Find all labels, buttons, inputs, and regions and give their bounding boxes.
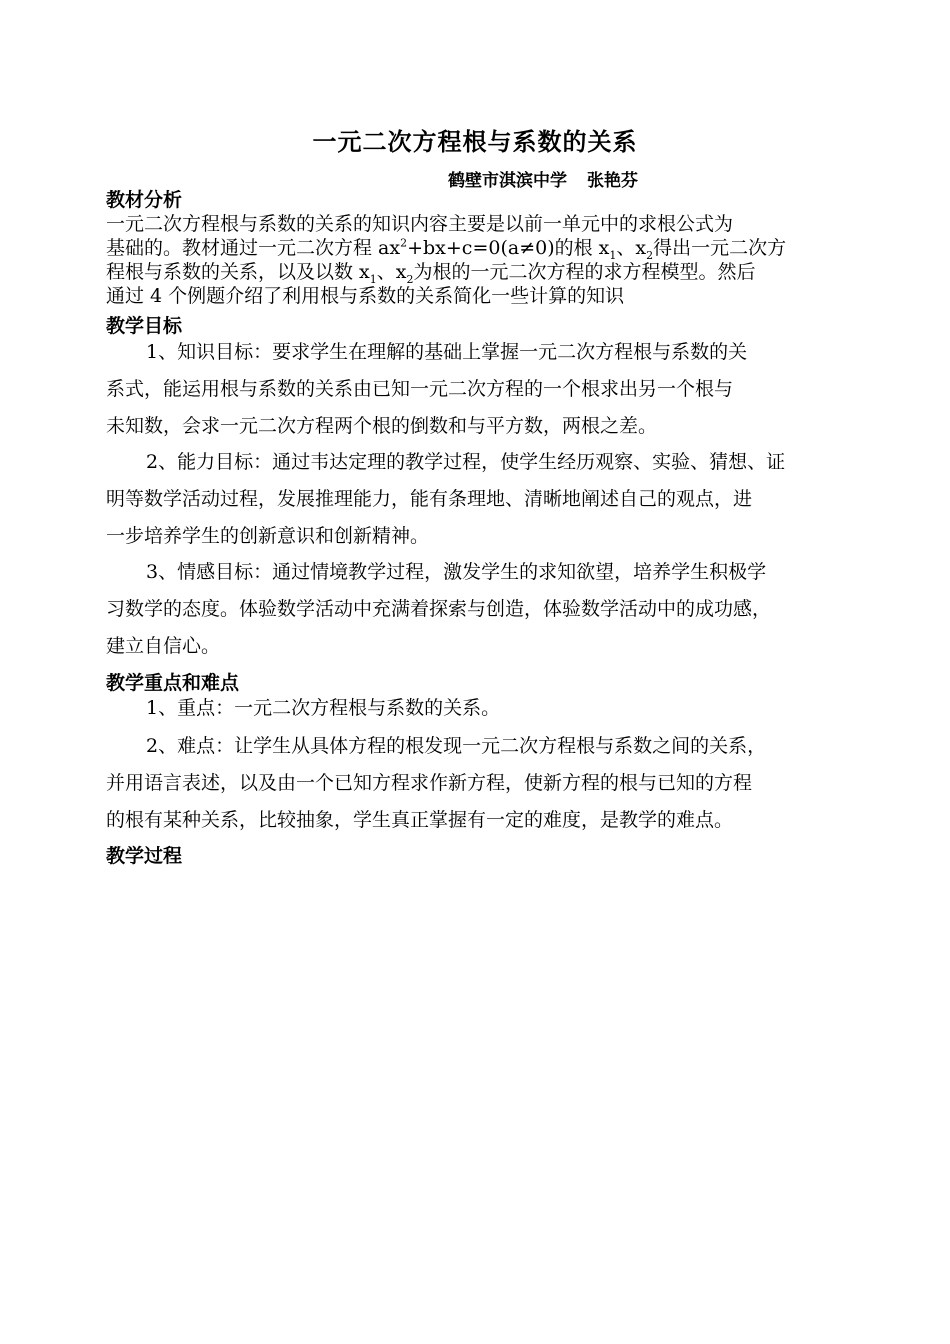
paragraph-line: 1、知识目标：要求学生在理解的基础上掌握一元二次方程根与系数的关 bbox=[146, 341, 748, 363]
author-name: 张艳芬 bbox=[587, 171, 638, 191]
objective-knowledge bbox=[106, 334, 856, 445]
section-heading-process: 教学过程 bbox=[106, 845, 183, 867]
section-heading-keypoints: 教学重点和难点 bbox=[106, 672, 240, 694]
paragraph-line: 系式，能运用根与系数的关系由已知一元二次方程的一个根求出另一个根与 bbox=[106, 378, 734, 400]
paragraph-line: 明等数学活动过程，发展推理能力，能有条理地、清晰地阐述自己的观点，进 bbox=[106, 488, 753, 510]
analysis-line: 基础的。教材通过一元二次方程 $ax^2+bx+c=0(a\ne 0)$的根 $x_1$、$x_2$得出一元二次方 bbox=[106, 236, 787, 262]
analysis-line: 一元二次方程根与系数的关系的知识内容主要是以前一单元中的求根公式为 bbox=[106, 213, 734, 235]
paragraph-line: 并用语言表述，以及由一个已知方程求作新方程，使新方程的根与已知的方程 bbox=[106, 772, 753, 794]
analysis-paragraph bbox=[106, 212, 846, 308]
section-heading-objectives: 教学目标 bbox=[106, 315, 183, 337]
keypoint-difficulty bbox=[106, 728, 856, 839]
author-school: 鹤壁市淇滨中学 bbox=[448, 171, 567, 191]
paragraph-line: 一步培养学生的创新意识和创新精神。 bbox=[106, 525, 430, 547]
paragraph-line: 2、难点：让学生从具体方程的根发现一元二次方程根与系数之间的关系， bbox=[146, 735, 767, 757]
paragraph-line: 1、重点：一元二次方程根与系数的关系。 bbox=[146, 697, 501, 719]
author-line bbox=[448, 166, 638, 191]
analysis-line: 程根与系数的关系，以及以数 $x_1$、$x_2$为根的一元二次方程的求方程模型。然后 bbox=[106, 261, 756, 286]
objective-emotion bbox=[106, 554, 856, 665]
paragraph-line: 的根有某种关系，比较抽象，学生真正掌握有一定的难度，是教学的难点。 bbox=[106, 809, 734, 831]
objective-ability bbox=[106, 444, 856, 555]
paragraph-line: 3、情感目标：通过情境教学过程，激发学生的求知欲望，培养学生积极学 bbox=[146, 561, 767, 583]
paragraph-line: 2、能力目标：通过韦达定理的教学过程，使学生经历观察、实验、猜想、证 bbox=[146, 451, 786, 473]
paragraph-line: 习数学的态度。体验数学活动中充满着探索与创造，体验数学活动中的成功感， bbox=[106, 598, 772, 620]
paragraph-line: 建立自信心。 bbox=[106, 635, 221, 657]
document-title: 一元二次方程根与系数的关系 bbox=[312, 128, 638, 156]
section-heading-analysis: 教材分析 bbox=[106, 189, 183, 211]
analysis-line: 通过 4 个例题介绍了利用根与系数的关系简化一些计算的知识 bbox=[106, 285, 625, 307]
paragraph-line: 未知数，会求一元二次方程两个根的倒数和与平方数，两根之差。 bbox=[106, 415, 658, 437]
keypoint-focus bbox=[106, 690, 856, 727]
